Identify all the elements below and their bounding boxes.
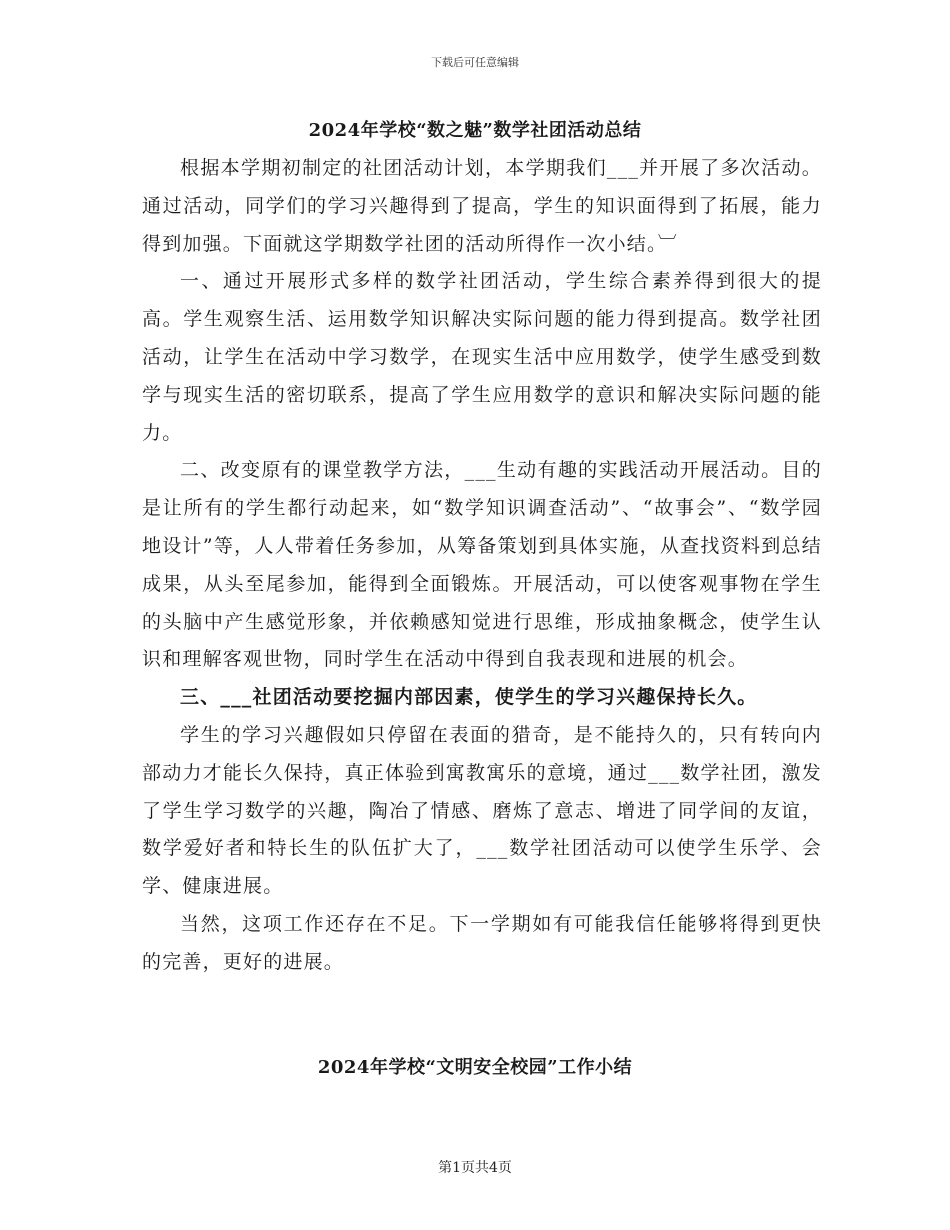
document-title: 2024年学校“数之魅”数学社团活动总结 bbox=[308, 120, 642, 141]
download-note: 下载后可任意编辑 bbox=[431, 56, 519, 69]
paragraph-section-3-heading: 三、___社团活动要挖掘内部因素，使学生的学习兴趣保持长久。 bbox=[180, 686, 758, 709]
next-document-title: 2024年学校“文明安全校园”工作小结 bbox=[317, 1057, 633, 1078]
paragraph-section-1: 一、通过开展形式多样的数学社团活动，学生综合素养得到很大的提高。学生观察生活、运用数学知识解决实际问题的能力得到提高。数学社团活动，让学生在活动中学习数学，在现实生活中应用数学，使学生感受到数学与现实生活的密切联系，提高了学生应用数学的意识和解决实际问题的能力。 bbox=[142, 270, 822, 444]
paragraph-section-2: 二、改变原有的课堂教学方法，___生动有趣的实践活动开展活动。目的是让所有的学生都行动起来，如“数学知识调查活动”、“故事会”、“数学园地设计”等，人人带着任务参加，从筹备策划到具体实施，从查找资料到总结成果，从头至尾参加，能得到全面锻炼。开展活动，可以使客观事物在学生的头脑中产生感觉形象，并依赖感知觉进行思维，形成抽象概念，使学生认识和理解客观世物，同时学生在活动中得到自我表现和进展的机会。 bbox=[142, 459, 822, 671]
page-indicator: 第1页共4页 bbox=[438, 1160, 512, 1176]
paragraph-intro: 根据本学期初制定的社团活动计划，本学期我们___并开展了多次活动。通过活动，同学们的学习兴趣得到了提高，学生的知识面得到了拓展，能力得到加强。下面就这学期数学社团的活动所得作一次小结。︺ bbox=[142, 157, 822, 255]
document-body bbox=[142, 150, 822, 982]
paragraph-conclusion: 当然，这项工作还存在不足。下一学期如有可能我信任能够将得到更快的完善，更好的进展。 bbox=[142, 912, 822, 973]
paragraph-section-3-body: 学生的学习兴趣假如只停留在表面的猎奇，是不能持久的，只有转向内部动力才能长久保持，真正体验到寓教寓乐的意境，通过___数学社团，激发了学生学习数学的兴趣，陶冶了情感、磨炼了意志、增进了同学间的友谊，数学爱好者和特长生的队伍扩大了，___数学社团活动可以使学生乐学、会学、健康进展。 bbox=[142, 723, 822, 898]
